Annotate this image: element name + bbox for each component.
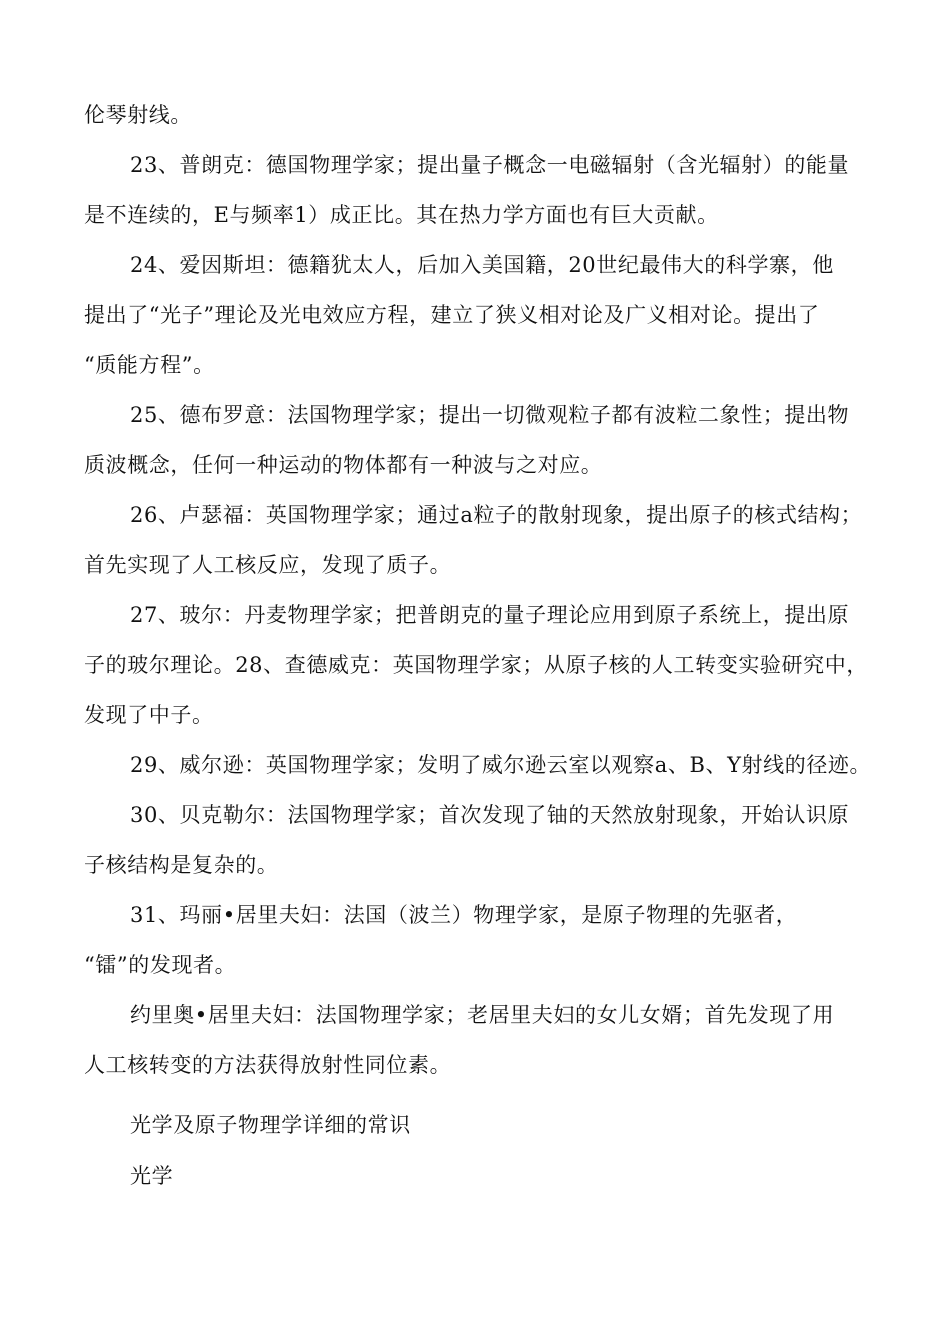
text-line: 27、玻尔：丹麦物理学家；把普朗克的量子理论应用到原子系统上，提出原 (130, 603, 850, 627)
text-line: 提出了“光子”理论及光电效应方程，建立了狭义相对论及广义相对论。提出了 (84, 303, 820, 327)
text-line: 人工核转变的方法获得放射性同位素。 (84, 1053, 452, 1077)
text-line: 29、威尔逊：英国物理学家；发明了威尔逊云室以观察a、B、Y射线的径迹。 (130, 753, 872, 777)
text-line: 30、贝克勒尔：法国物理学家；首次发现了铀的天然放射现象，开始认识原 (130, 803, 850, 827)
text-line: 首先实现了人工核反应，发现了质子。 (84, 553, 452, 577)
section-heading: 光学及原子物理学详细的常识 (130, 1113, 411, 1137)
text-line: 是不连续的，E与频率1）成正比。其在热力学方面也有巨大贡献。 (84, 203, 719, 227)
text-line: “镭”的发现者。 (84, 953, 237, 977)
text-line: 25、德布罗意：法国物理学家；提出一切微观粒子都有波粒二象性；提出物 (130, 403, 850, 427)
text-line: 31、玛丽•居里夫妇：法国（波兰）物理学家，是原子物理的先驱者， (130, 903, 798, 927)
text-line: 伦琴射线。 (84, 103, 192, 127)
text-line: 24、爱因斯坦：德籍犹太人，后加入美国籍，20世纪最伟大的科学寨，他 (130, 253, 834, 277)
text-line: 子的玻尔理论。28、查德威克：英国物理学家；从原子核的人工转变实验研究中， (84, 653, 868, 677)
text-line: 26、卢瑟福：英国物理学家；通过a粒子的散射现象，提出原子的核式结构； (130, 503, 863, 527)
text-line: 发现了中子。 (84, 703, 214, 727)
text-line: 约里奥•居里夫妇：法国物理学家；老居里夫妇的女儿女婿；首先发现了用 (130, 1003, 835, 1027)
text-line: 子核结构是复杂的。 (84, 853, 279, 877)
text-line: 质波概念，任何一种运动的物体都有一种波与之对应。 (84, 453, 603, 477)
text-line: 23、普朗克：德国物理学家；提出量子概念一电磁辐射（含光辐射）的能量 (130, 153, 850, 177)
text-line: “质能方程”。 (84, 353, 215, 377)
subsection-heading: 光学 (130, 1164, 174, 1188)
